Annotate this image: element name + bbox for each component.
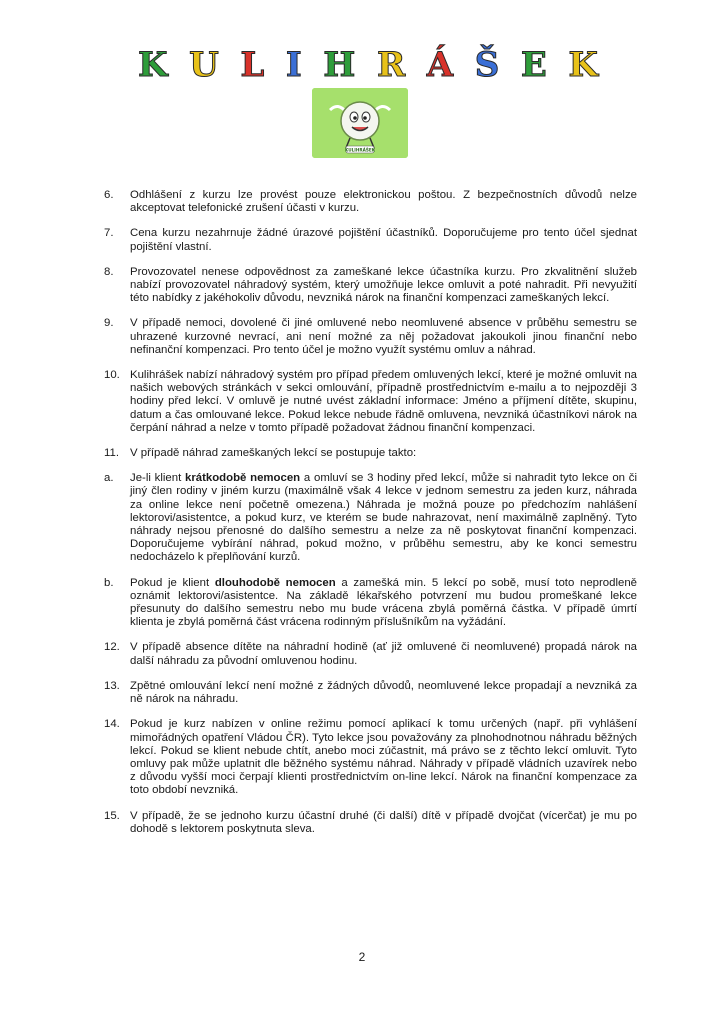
item-text: Zpětné omlouvání lekcí není možné z žádných důvodů, neomluvené lekce propadají a nevzniká za ně nárok na náhradu. (130, 679, 637, 706)
item-text: Kulihrášek nabízí náhradový systém pro případ předem omluvených lekcí, které je možné omluvit na našich webových stránkách v sekci omlouvání, případně prostřednictvím e-mailu a to nejpozději 3 hodiny před lekcí. V omluvě je nutné uvést základní informace: Jméno a příjmení dítěte, skupinu, datum a čas omlouvané lekce. Pokud lekce nebude řádně omluvena, nevzniká účastníkovi nárok na čerpání náhrad a nelze v tomto případě požadovat žádnou finanční kompenzaci. (130, 369, 637, 434)
item-number: 12. (104, 641, 120, 654)
logo-letter: K (138, 45, 168, 85)
logo-letter: L (240, 45, 265, 85)
item-text: Odhlášení z kurzu lze provést pouze elektronickou poštou. Z bezpečnostních důvodů nelze akceptovat telefonické zrušení účasti v kurzu. (130, 189, 637, 215)
list-item (104, 189, 637, 215)
item-number: 15. (104, 809, 120, 822)
item-text (130, 472, 637, 564)
item-text: V případě absence dítěte na náhradní hodině (ať již omluvené či neomluvené) propadá nárok na další náhradu za původní omluvenou hodinu. (130, 641, 637, 667)
item-text-part: a omluví se 3 hodiny před lekcí, může si nahradit tyto lekce on či jiný člen rodiny v jiném kurzu (maximálně však 4 lekce v jednom semestru za jeden kurz, náhrada za online lekce není početně omezena.) Náhrada je možná pouze po předchozím nahlášení lektorovi/asistentce, a pokud kurz, ve kterém se bude nahrazovat, není maximálně zaplněný. Tyto náhrady nejsou přenosné do dalšího semestru a nelze za ně poskytovat finanční kompenzaci. Doporučujeme vybírání náhrad, pokud možno, v průběhu semestru, aby ke konci semestru nedocházelo k přeplňování kurzů. (130, 472, 637, 564)
list-item (104, 317, 637, 357)
item-number: 14. (104, 718, 120, 731)
logo-letter: K (568, 45, 598, 85)
logo-letter: E (520, 45, 547, 85)
item-number: 11. (104, 447, 119, 460)
logo-letter: H (323, 45, 356, 85)
list-item (104, 266, 637, 306)
item-text-part: Je-li klient (130, 472, 185, 485)
pea-mascot-image (312, 88, 408, 158)
item-number: 8. (104, 265, 114, 278)
list-item (104, 680, 637, 706)
item-text-bold: krátkodobě nemocen (184, 472, 301, 485)
item-text: V případě náhrad zameškaných lekcí se postupuje takto: (130, 447, 417, 460)
item-text: Provozovatel nenese odpovědnost za zameškané lekce účastníka kurzu. Pro zkvalitnění služeb nabízí provozovatel náhradový systém, který umožňuje lekce omluvit a poté nahradit. Při nevyužití této nabídky z jakéhokoliv důvodu, nevzniká nárok na finanční kompenzaci zameškaných lekcí. (130, 265, 637, 305)
sub-item-a (104, 472, 637, 564)
logo-letter: U (189, 45, 219, 85)
item-text: Cena kurzu nezahrnuje žádné úrazové pojištění účastníků. Doporučujeme pro tento účel sjednat pojištění vlastní. (130, 227, 637, 253)
terms-content (104, 189, 637, 848)
logo-letter: Á (426, 45, 454, 85)
pea-mascot-icon (312, 88, 408, 158)
logo-letter: I (285, 45, 302, 85)
item-text: V případě nemoci, dovolené či jiné omluvené nebo neomluvené absence v průběhu semestru se uhrazené kurzovné nevrací, ani není možné za něj požadovat jakoukoli jinou finanční nebo nefinanční kompenzaci. Pro tento účel je možno využít systému omluv a náhrad. (130, 317, 637, 356)
logo-letter: Š (474, 45, 500, 85)
item-text: V případě, že se jednoho kurzu účastní druhé (či další) dítě v případě dvojčat (vícerčat) je mu po dohodě s lektorem poskytnuta sleva. (130, 809, 637, 835)
item-number: 6. (104, 189, 114, 201)
item-number: a. (104, 472, 114, 485)
list-item (104, 810, 637, 836)
item-number: 9. (104, 317, 114, 330)
kulihrasek-logo (138, 46, 598, 84)
item-text-part: a zamešká min. 5 lekcí po sobě, musí toto neprodleně oznámit lektorovi/asistentce. Na základě lékařského potvrzení mu budou promeškané lekce přesunuty do dalšího semestru nebo mu bude vrácena zbylá poměrná částka. V případě úmrtí klienta je zbylá poměrná část vrácena rodinným příslušníkům na vyžádání. (130, 576, 637, 629)
logo-letter: R (376, 45, 406, 85)
sub-item-b (104, 577, 637, 630)
list-item (104, 369, 637, 435)
item-number: b. (104, 576, 114, 589)
item-number: 7. (104, 227, 114, 240)
list-item (104, 641, 637, 667)
item-text (130, 577, 637, 630)
list-item (104, 227, 637, 253)
page-number: 2 (358, 950, 366, 964)
item-text-bold: dlouhodobě nemocen (214, 576, 336, 589)
item-number: 10. (104, 369, 120, 382)
item-text: Pokud je kurz nabízen v online režimu pomocí aplikací k tomu určených (např. při vyhlášení mimořádných opatření Vládou ČR). Tyto lekce jsou považovány za plnohodnotnou náhradu běžných lekcí. Pokud se klient nebude chtít, anebo moci zúčastnit, má právo se z těchto lekcí omluvit. Tyto omluvy pak může uplatnit dle běžného systému náhrad. Náhrady v případě vládních uzavírek nebo z důvodu vyšší moci čerpají klienti prostřednictvím on-line lekcí. Nárok na finanční kompenzace za toto období nevzniká. (130, 718, 637, 797)
list-item (104, 718, 637, 797)
mascot-badge-text: KULIHRÁŠEK (345, 147, 375, 153)
item-text-part: Pokud je klient (130, 576, 215, 589)
item-number: 13. (104, 679, 120, 692)
list-item (104, 447, 637, 460)
